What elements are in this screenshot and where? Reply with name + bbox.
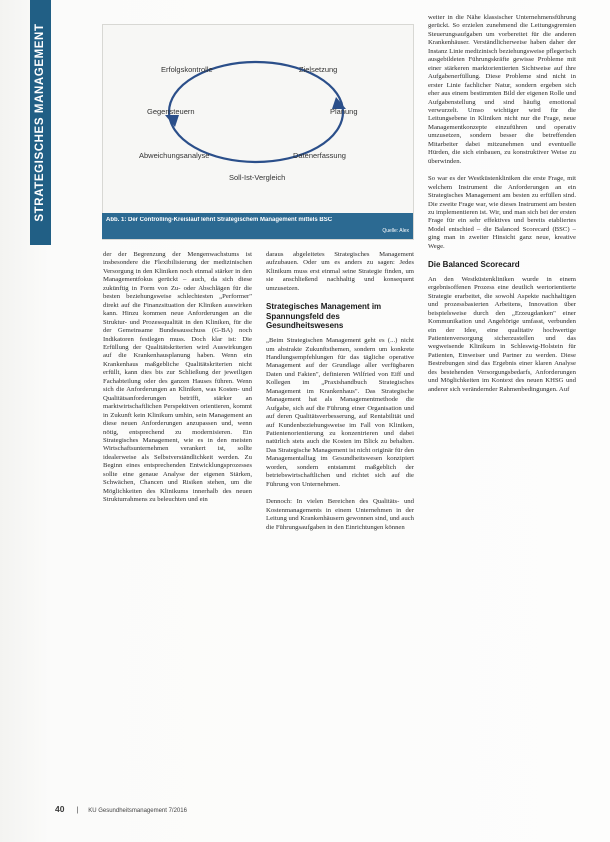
label-abweichungsanalyse: Abweichungsanalyse (139, 151, 210, 160)
caption-text: Abb. 1: Der Controlling-Kreislauf lehnt Strategischem Management mittels BSC (106, 217, 333, 223)
page-footer (55, 804, 187, 814)
cycle-diagram (103, 25, 413, 215)
footer-separator: | (76, 807, 79, 814)
label-soll-ist-vergleich: Soll-Ist-Vergleich (229, 173, 286, 182)
label-zielsetzung: Zielsetzung (299, 65, 338, 74)
label-gegensteuern: Gegensteuern (147, 107, 195, 116)
label-erfolgskontrolle: Erfolgskontrolle (161, 65, 213, 74)
paragraph: „Beim Strategischen Management geht es (...) nicht um abstrakte Zukunftsthemen, sondern um konkrete Handlungsempfehlungen für das tägliche operative Management auf der Grundlage aller verfügbaren Daten und Fakten", definieren Wilfried von Eiff und Kollegen im „Praxishandbuch Strategisches Management im Krankenhaus". Das Strategische Management hat als Managementmethode die Aufgabe, sich auf die Führung einer Organisation und auf deren Qualitätsverbesserung, auf Rentabilität und auf Kundenbeziehungsweise im Fall von Kliniken, Patientenorientierung zu konzentrieren und dabei natürlich stets auch die Kosten im Blick zu behalten. Das Strategische Management ist nicht originär für den Managementalltag im Gesundheitswesen konzipiert worden, sondern entstammt maßgeblich der betriebswirtschaftlichen und richtet sich auf die Führung von Unternehmen. (266, 337, 414, 488)
paragraph: So war es der Westküstenkliniken die erste Frage, mit welchem Instrument die Anforderungen an ein Strategisches Management am besten zu erfüllen sind. Die zweite Frage war, wie dieses Instrument am besten zu implementieren ist. Wir, und man sich bei der ersten Frage für ein sehr effektives und bereits etabliertes Model entschied – die Balanced Scorecard (BSC) – ging man in zweiter Hinsicht ganz neue, kreative Wege. (428, 175, 576, 250)
publication-title: KU Gesundheitsmanagement 7/2016 (88, 808, 187, 814)
figure-controlling-cycle (102, 24, 414, 240)
label-datenerfassung: Datenerfassung (293, 151, 346, 160)
text-column-3 (428, 14, 576, 814)
section-heading: Strategisches Management im Spannungsfeld des Gesundheitswesens (266, 302, 382, 331)
section-heading: Die Balanced Scorecard (428, 260, 520, 270)
section-title: STRATEGISCHES MANAGEMENT (34, 23, 46, 222)
caption-source: Quelle: Alex (382, 228, 409, 234)
label-planung: Planung (330, 107, 358, 116)
paragraph: der der Begrenzung der Mengenwachstums ist insbesondere die Flexibilisierung der medizinischen Versorgung in den Kliniken noch einmal stärker in den Managementfokus gerückt – auch, da sich diese zukünftig in Form von Zu- oder Abschlägen für die besten beziehungsweise schlechtesten „Performer" direkt auf die Finanzsituation der Kliniken auswirken kann. Hinzu kommen neue Anforderungen an die Struktur- und Prozessqualität in den Kliniken, für die der Gemeinsame Bundesausschuss (G-BA) noch Indikatoren festlegen muss. Doch klar ist: Die Erfüllung der Qualitätskriterien wird Auswirkungen auf die Krankenhausplanung haben. Wenn ein Krankenhaus maßgebliche Qualitätskriterien nicht erfüllt, kann dies bis zur Schließung der jeweiligen Fachabteilung oder des ganzen Hauses führen. Wenn sich die Anforderungen an Kliniken, was Kosten- und Qualitätsanforderungen betrifft, stärker an marktwirtschaftlichen Perspektiven orientieren, kommt in Zukunft kein Klinikum umhin, sein Management an diese neuen Anforderungen anzupassen und, wenn nötig, entsprechend zu modernisieren. Ein Strategisches Management, wie es in den meisten Wirtschaftsunternehmen verankert ist, sollte idealerweise als Selbstverständlichkeit werden. Zu Beginn eines entsprechenden Entwicklungsprozesses sollte eine genaue Analyse der eigenen Stärken, Schwächen, Chancen und Risiken stehen, um die Möglichkeiten des Klinikums innerhalb des neuen Strukturrahmens zu beleuchten und ein (103, 251, 252, 504)
paragraph: An den Westküstenkliniken wurde in einem ergebnisoffenen Prozess eine deutlich wertorientierte Strategie erarbeitet, die sowohl Aspekte nachhaltigen und prozessbasierten Arbeitens, Innovation über beispielsweise durch den „Erzeugdanken" einer Kommunikation und Angehörige umfasst, verbunden ein der Idee, eine qualitativ hochwertige Patientenversorgung sicherzustellen und das wegweisende Klinikum in Schleswig-Holstein für Patienten, Einweiser und Partner zu werden. Diese Bestrebungen sind das Ergebnis einer klaren Analyse des bestehenden Versorgungsbedarfs, Anforderungen und Möglichkeiten im Kontext des neuen KHSG und anderer sich verändernder Rahmenbedingungen. Auf (428, 275, 576, 393)
page-number: 40 (55, 804, 65, 814)
paragraph: daraus abgeleitetes Strategisches Management aufzubauen. Oder um es anders zu sagen: Jedes Klinikum muss erst einmal seine Strategie finden, um sie anschließend nachhaltig und konsequent umzusetzen. (266, 251, 414, 292)
text-column-2 (266, 251, 414, 811)
text-column-1 (103, 251, 252, 795)
paragraph: Dennoch: In vielen Bereichen des Qualitäts- und Kostenmanagements in einem Unternehmen in der Leitung und Krankenhäusern gewonnen sind, und auch die Führungsaufgaben in den Einrichtungen können (266, 498, 414, 531)
paragraph: weiter in die Nähe klassischer Unternehmensführung gerückt. So erzielen zunehmend die Leitungsgremien Steuerungsaufgaben um vorbereitet für die anderen Krankenhäuser. Verständlicherweise haben daher der Instanz Linie medizinisch beziehungsweise pflegerisch ausgebildeten Führungskräfte gewisse Probleme mit einer stärkeren marktorientierten Sichtweise auf ihre Aufgabenerfüllung. Diese Probleme sind nicht in erster Linie fachlicher Natur, sondern ergeben sich eher aus einem bestimmten Bild der eigenen Rolle und Aufgabenstellung und sind häufig emotional verwurzelt. Umso wichtiger wird für die Leitungsebene in Kliniken nicht nur die Frage, neue Managementkonzepte einzuführen und operativ umzusetzen, sondern besser die betreffenden Mitarbeiter dabei mitzunehmen und eventuelle Hürden, die sich einbauen, zu konstruktiver Weise zu überwinden. (428, 14, 576, 165)
figure-caption (102, 213, 413, 239)
